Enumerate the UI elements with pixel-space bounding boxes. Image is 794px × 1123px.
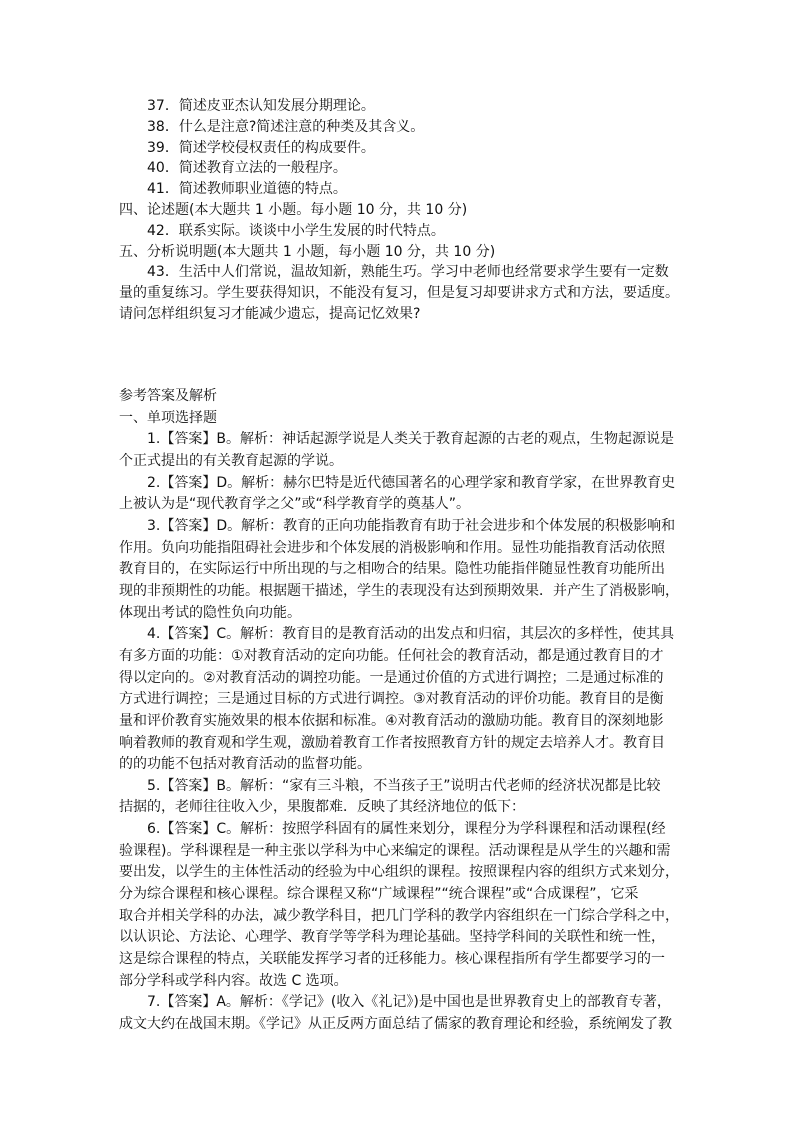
question-line: 五、分析说明题(本大题共 1 小题，每小题 10 分，共 10 分) xyxy=(119,243,496,260)
answer-line: 1.【答案】B。解析：神话起源学说是人类关于教育起源的古老的观点，生物起源说是 xyxy=(147,431,674,448)
question-line: 42．联系实际。谈谈中小学生发展的时代特点。 xyxy=(147,222,445,239)
question-line: 37．简述皮亚杰认知发展分期理论。 xyxy=(147,98,375,114)
answer-line: 现的非预期性的功能。根据题干描述，学生的表现没有达到预期效果．并产生了消极影响， xyxy=(119,582,679,599)
answer-line: 得以定向的。②对教育活动的调控功能。一是通过价值的方式进行调控；二是通过标准的 xyxy=(119,669,664,686)
answer-line: 分为综合课程和核心课程。综合课程又称“广域课程”“统合课程”或“合成课程”，它采 xyxy=(119,886,639,903)
question-line: 请问怎样组织复习才能减少遗忘，提高记忆效果? xyxy=(119,305,421,322)
answer-key-section xyxy=(119,386,679,1036)
question-line: 41．简述教师职业道德的特点。 xyxy=(147,181,347,198)
answer-line: 验课程)。学科课程是一种主张以学科为中心来编定的课程。活动课程是从学生的兴趣和需 xyxy=(119,842,671,859)
answer-line: 体现出考试的隐性负向功能。 xyxy=(119,604,301,621)
answer-line: 拮据的，老师往往收入少，果腹都难．反映了其经济地位的低下： xyxy=(119,799,525,816)
answer-line: 教育目的，在实际运行中所出现的与之相吻合的结果。隐性功能指伴随显性教育功能所出 xyxy=(119,561,665,578)
answer-line: 响着教师的教育观和学生观，激励着教育工作者按照教育方针的规定去培养人才。教育目 xyxy=(119,734,665,751)
answer-line: 一、单项选择题 xyxy=(119,409,217,426)
answer-line: 的的功能不包括对教育活动的监督功能。 xyxy=(119,756,371,773)
answer-line: 7.【答案】A。解析：《学记》(收入《礼记》)是中国也是世界教育史上的部教育专著， xyxy=(147,994,671,1011)
answer-line: 个正式提出的有关教育起源的学说。 xyxy=(119,452,343,469)
question-line: 43．生活中人们常说，温故知新，熟能生巧。学习中老师也经常要求学生要有一定数 xyxy=(147,264,669,281)
answer-line: 有多方面的功能：①对教育活动的定向功能。任何社会的教育活动，都是通过教育目的才 xyxy=(119,647,664,664)
exam-questions-section xyxy=(119,96,679,325)
answer-line: 要出发，以学生的主体性活动的经验为中心组织的课程。按照课程内容的组织方式来划分， xyxy=(119,864,679,881)
answer-line: 取合并相关学科的办法，减少教学科目，把几门学科的教学内容组织在一门综合学科之中， xyxy=(119,907,679,924)
answer-line: 这是综合课程的特点，关联能发挥学习者的迁移能力。核心课程指所有学生都要学习的一 xyxy=(119,951,665,968)
answer-line: 3.【答案】D。解析：教育的正向功能指教育有助于社会进步和个体发展的积极影响和 xyxy=(147,517,676,534)
answer-line: 6.【答案】C。解析：按照学科固有的属性来划分，课程分为学科课程和活动课程(经 xyxy=(147,821,666,838)
answer-line: 成文大约在战国末期。《学记》从正反两方面总结了儒家的教育理论和经验，系统阐发了教 xyxy=(119,1016,672,1033)
answer-line: 部分学科或学科内容。故选 C 选项。 xyxy=(119,972,348,989)
question-line: 量的重复练习。学生要获得知识，不能没有复习，但是复习却要讲求方式和方法，要适度。 xyxy=(119,285,679,302)
answer-line: 2.【答案】D。解析：赫尔巴特是近代德国著名的心理学家和教育学家，在世界教育史 xyxy=(147,474,676,491)
answer-line: 上被认为是“现代教育学之父”或“科学教育学的奠基人”。 xyxy=(119,496,471,513)
answer-line: 参考答案及解析 xyxy=(119,388,217,404)
answer-line: 作用。负向功能指阻碍社会进步和个体发展的消极影响和作用。显性功能指教育活动依照 xyxy=(119,539,665,556)
answer-line: 以认识论、方法论、心理学、教育学等学科为理论基础。坚持学科间的关联性和统一性， xyxy=(119,929,665,946)
question-line: 40．简述教育立法的一般程序。 xyxy=(147,160,347,177)
answer-line: 4.【答案】C。解析：教育目的是教育活动的出发点和归宿，其层次的多样性，使其具 xyxy=(147,626,675,643)
question-line: 39．简述学校侵权责任的构成要件。 xyxy=(147,139,375,156)
answer-line: 方式进行调控；三是通过目标的方式进行调控。③对教育活动的评价功能。教育目的是衡 xyxy=(119,691,664,708)
question-line: 38．什么是注意?简述注意的种类及其含义。 xyxy=(147,118,425,135)
question-line: 四、论述题(本大题共 1 小题。每小题 10 分，共 10 分) xyxy=(119,201,468,218)
answer-line: 量和评价教育实施效果的根本依据和标准。④对教育活动的激励功能。教育目的深刻地影 xyxy=(119,712,664,729)
answer-line: 5.【答案】B。解析：“家有三斗粮，不当孩子王”说明古代老师的经济状况都是比较 xyxy=(147,777,661,794)
